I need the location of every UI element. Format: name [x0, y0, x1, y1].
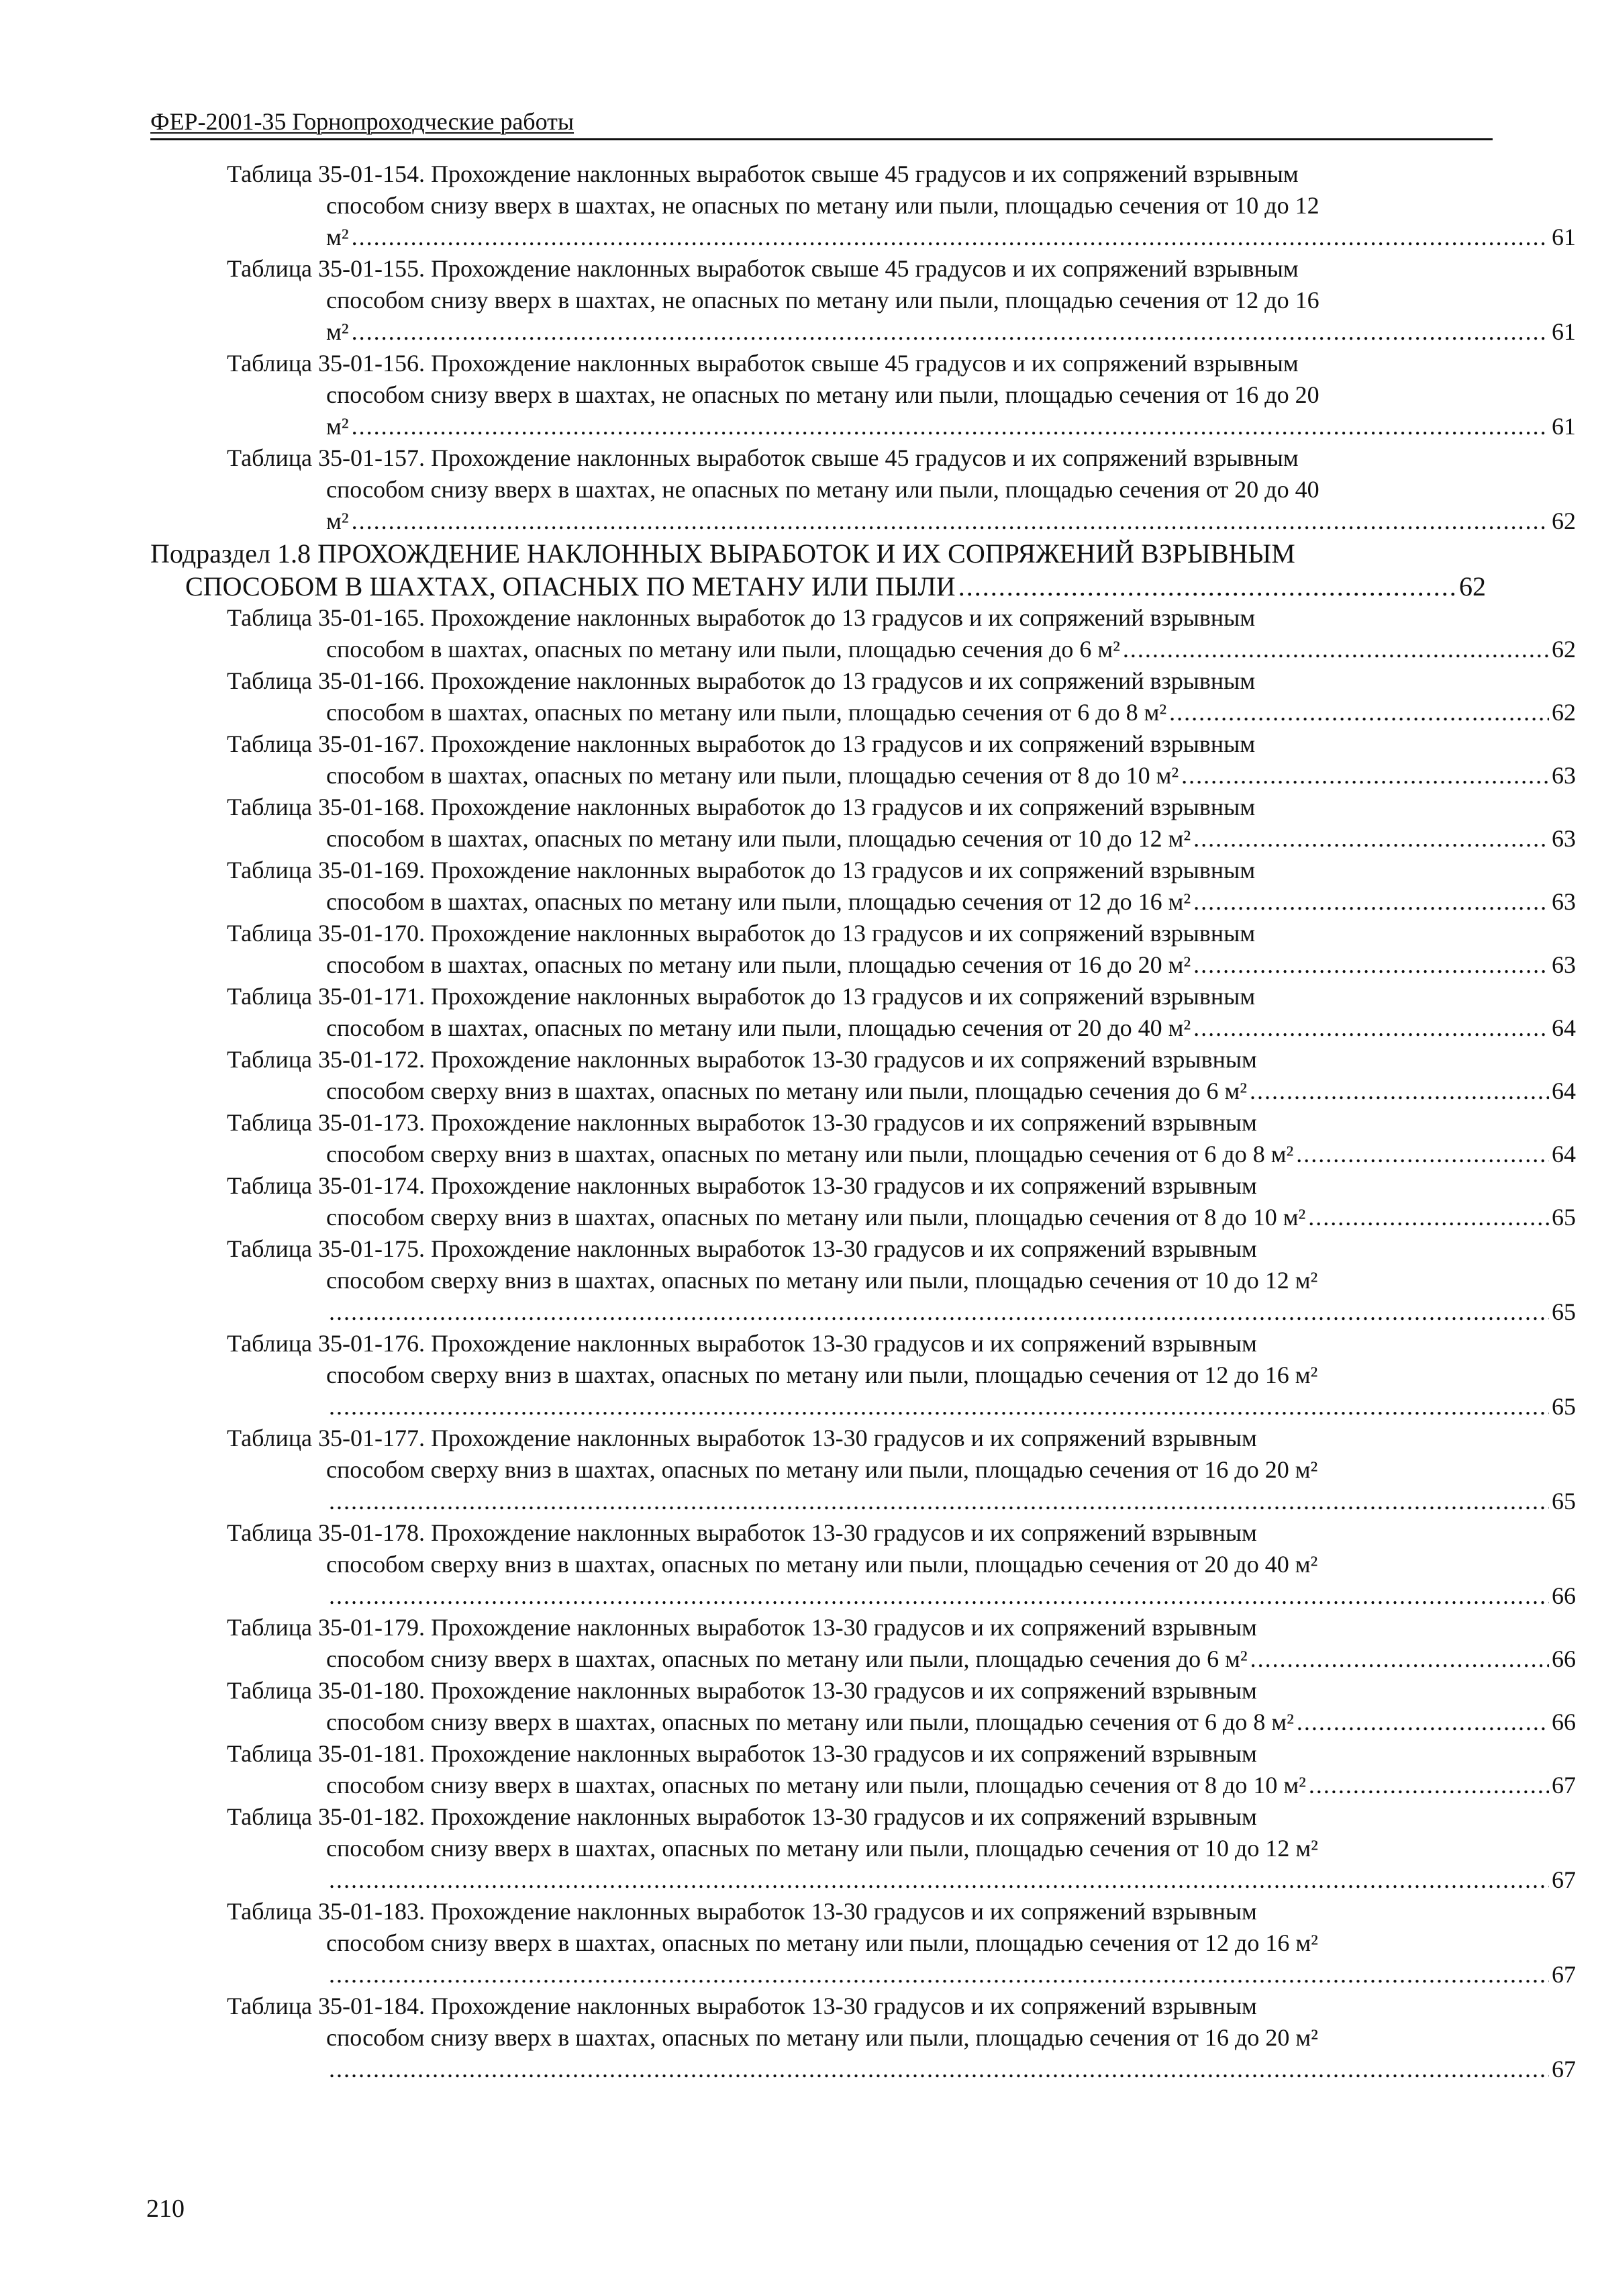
dot-leader — [1309, 1770, 1549, 1801]
leader-line — [326, 1296, 1576, 1328]
leader-line — [326, 949, 1576, 981]
dot-leader — [1308, 1202, 1549, 1233]
toc-table-entry[interactable] — [0, 1896, 1598, 1991]
entry-title: Таблица 35-01-154. Прохождение наклонных выработок свыше 45 градусов и их сопряжений взрывным — [227, 160, 1299, 187]
leader-line — [326, 1770, 1576, 1801]
leader-line — [326, 1012, 1576, 1044]
entry-title: Таблица 35-01-166. Прохождение наклонных выработок до 13 градусов и их сопряжений взрывным — [227, 667, 1256, 694]
dot-leader — [1169, 697, 1549, 728]
entry-description: способом снизу вверх в шахтах, не опасных по метану или пыли, площадью сечения от 16 до 20 — [326, 381, 1319, 408]
entry-page-number[interactable]: 67 — [1552, 1772, 1576, 1799]
toc-table-entry[interactable] — [0, 728, 1598, 792]
dot-leader — [329, 1296, 1549, 1328]
toc-table-entry[interactable] — [0, 1801, 1598, 1896]
entry-lead-text: способом снизу вверх в шахтах, опасных по метану или пыли, площадью сечения до 6 м² — [326, 1645, 1248, 1672]
entry-title: Таблица 35-01-175. Прохождение наклонных выработок 13-30 градусов и их сопряжений взрывным — [227, 1235, 1257, 1262]
dot-leader — [1297, 1707, 1549, 1738]
entry-title: Таблица 35-01-168. Прохождение наклонных выработок до 13 градусов и их сопряжений взрывным — [227, 794, 1256, 820]
toc-table-entry[interactable] — [0, 158, 1598, 253]
entry-lead-text: м² — [326, 508, 349, 534]
entry-page-number[interactable]: 61 — [1552, 413, 1576, 440]
entry-title: Таблица 35-01-178. Прохождение наклонных выработок 13-30 градусов и их сопряжений взрывным — [227, 1519, 1257, 1546]
toc-table-entry[interactable] — [0, 1107, 1598, 1170]
entry-lead-text: способом в шахтах, опасных по метану или пыли, площадью сечения от 8 до 10 м² — [326, 762, 1179, 789]
entry-lead-text: способом сверху вниз в шахтах, опасных по метану или пыли, площадью сечения до 6 м² — [326, 1078, 1248, 1104]
leader-line — [326, 222, 1576, 253]
toc-table-entry[interactable] — [0, 348, 1598, 442]
entry-lead-text: способом в шахтах, опасных по метану или пыли, площадью сечения от 12 до 16 м² — [326, 888, 1191, 915]
entry-page-number[interactable]: 62 — [1552, 636, 1576, 663]
dot-leader — [1296, 1139, 1549, 1170]
leader-line — [326, 1075, 1576, 1107]
entry-title: Таблица 35-01-170. Прохождение наклонных выработок до 13 градусов и их сопряжений взрывным — [227, 920, 1256, 947]
leader-line — [326, 1707, 1576, 1738]
entry-page-number[interactable]: 63 — [1552, 951, 1576, 978]
dot-leader — [1250, 1643, 1549, 1675]
leader-line — [326, 1643, 1576, 1675]
entry-lead-text: м² — [326, 318, 349, 345]
entry-description: способом сверху вниз в шахтах, опасных по метану или пыли, площадью сечения от 10 до 12 м² — [326, 1267, 1318, 1294]
entry-lead-text: способом в шахтах, опасных по метану или пыли, площадью сечения от 20 до 40 м² — [326, 1014, 1191, 1041]
leader-line — [326, 316, 1576, 348]
toc-table-entry[interactable] — [0, 1044, 1598, 1107]
entry-lead-text: способом снизу вверх в шахтах, опасных по метану или пыли, площадью сечения от 8 до 10 м² — [326, 1772, 1306, 1799]
entry-description: способом снизу вверх в шахтах, опасных по метану или пыли, площадью сечения от 10 до 12 м² — [326, 1835, 1318, 1862]
toc-table-entry[interactable] — [0, 1738, 1598, 1801]
entry-title: Таблица 35-01-174. Прохождение наклонных выработок 13-30 градусов и их сопряжений взрывным — [227, 1172, 1257, 1199]
leader-line — [326, 1486, 1576, 1517]
entry-page-number[interactable]: 63 — [1552, 825, 1576, 852]
entry-page-number[interactable]: 65 — [1552, 1298, 1576, 1325]
entry-description: способом сверху вниз в шахтах, опасных по метану или пыли, площадью сечения от 12 до 16 м² — [326, 1361, 1318, 1388]
entry-lead-text: м² — [326, 413, 349, 440]
entry-title: Таблица 35-01-179. Прохождение наклонных выработок 13-30 градусов и их сопряжений взрывным — [227, 1614, 1257, 1641]
entry-page-number[interactable]: 63 — [1552, 762, 1576, 789]
leader-line — [326, 1202, 1576, 1233]
entry-description: способом снизу вверх в шахтах, опасных по метану или пыли, площадью сечения от 12 до 16 м² — [326, 1929, 1318, 1956]
entry-page-number[interactable]: 67 — [1552, 1961, 1576, 1988]
dot-leader — [1123, 634, 1549, 665]
entry-lead-text: м² — [326, 224, 349, 250]
toc-table-entry[interactable] — [0, 1170, 1598, 1233]
entry-lead-text: СПОСОБОМ В ШАХТАХ, ОПАСНЫХ ПО МЕТАНУ ИЛИ ПЫЛИ — [185, 571, 956, 602]
entry-title: Таблица 35-01-169. Прохождение наклонных выработок до 13 градусов и их сопряжений взрывным — [227, 857, 1256, 883]
entry-page-number[interactable]: 64 — [1552, 1014, 1576, 1041]
entry-description: способом сверху вниз в шахтах, опасных по метану или пыли, площадью сечения от 20 до 40 м² — [326, 1551, 1318, 1578]
toc-table-entry[interactable] — [0, 602, 1598, 665]
entry-page-number[interactable]: 62 — [1552, 508, 1576, 534]
entry-title: Таблица 35-01-157. Прохождение наклонных выработок свыше 45 градусов и их сопряжений взрывным — [227, 444, 1299, 471]
entry-title: Таблица 35-01-183. Прохождение наклонных выработок 13-30 градусов и их сопряжений взрывным — [227, 1898, 1257, 1925]
entry-title: Таблица 35-01-181. Прохождение наклонных выработок 13-30 градусов и их сопряжений взрывным — [227, 1740, 1257, 1767]
entry-page-number[interactable]: 62 — [1459, 571, 1486, 602]
toc-subsection-entry[interactable] — [0, 537, 1598, 602]
dot-leader — [1250, 1075, 1549, 1107]
entry-title: Таблица 35-01-167. Прохождение наклонных выработок до 13 градусов и их сопряжений взрывным — [227, 730, 1256, 757]
entry-page-number[interactable]: 61 — [1552, 224, 1576, 250]
entry-description: способом снизу вверх в шахтах, не опасных по метану или пыли, площадью сечения от 12 до 16 — [326, 287, 1319, 314]
entry-page-number[interactable]: 64 — [1552, 1078, 1576, 1104]
dot-leader — [1193, 949, 1549, 981]
leader-line — [326, 823, 1576, 855]
entry-page-number[interactable]: 62 — [1552, 699, 1576, 726]
leader-line — [326, 506, 1576, 537]
entry-page-number[interactable]: 66 — [1552, 1645, 1576, 1672]
dot-leader — [352, 411, 1549, 442]
dot-leader — [1193, 1012, 1549, 1044]
entry-lead-text: способом в шахтах, опасных по метану или пыли, площадью сечения от 16 до 20 м² — [326, 951, 1191, 978]
entry-page-number[interactable]: 65 — [1552, 1488, 1576, 1515]
dot-leader — [352, 506, 1549, 537]
dot-leader — [1181, 760, 1549, 792]
entry-page-number[interactable]: 67 — [1552, 1866, 1576, 1893]
entry-title: Таблица 35-01-182. Прохождение наклонных выработок 13-30 градусов и их сопряжений взрывным — [227, 1803, 1257, 1830]
toc-table-entry[interactable] — [0, 1517, 1598, 1612]
toc-table-entry[interactable] — [0, 665, 1598, 728]
dot-leader — [352, 222, 1549, 253]
dot-leader — [329, 1864, 1549, 1896]
entry-description: способом снизу вверх в шахтах, не опасных по метану или пыли, площадью сечения от 10 до 12 — [326, 192, 1319, 219]
toc-table-entry[interactable] — [0, 918, 1598, 981]
leader-line — [326, 1139, 1576, 1170]
dot-leader — [958, 571, 1456, 602]
entry-title: Таблица 35-01-184. Прохождение наклонных выработок 13-30 градусов и их сопряжений взрывным — [227, 1993, 1257, 2019]
entry-description: способом сверху вниз в шахтах, опасных по метану или пыли, площадью сечения от 16 до 20 м² — [326, 1456, 1318, 1483]
dot-leader — [1193, 886, 1549, 918]
entry-page-number[interactable]: 64 — [1552, 1141, 1576, 1167]
entry-description: способом снизу вверх в шахтах, опасных по метану или пыли, площадью сечения от 16 до 20 м² — [326, 2024, 1318, 2051]
leader-line — [326, 1391, 1576, 1423]
leader-line — [326, 1959, 1576, 1991]
entry-title: Таблица 35-01-155. Прохождение наклонных выработок свыше 45 градусов и их сопряжений взрывным — [227, 255, 1299, 282]
entry-lead-text: способом снизу вверх в шахтах, опасных по метану или пыли, площадью сечения от 6 до 8 м² — [326, 1709, 1294, 1735]
entry-page-number[interactable]: 63 — [1552, 888, 1576, 915]
entry-lead-text: способом сверху вниз в шахтах, опасных по метану или пыли, площадью сечения от 8 до 10 м² — [326, 1204, 1306, 1231]
toc-table-entry[interactable] — [0, 1991, 1598, 2085]
leader-line — [326, 886, 1576, 918]
toc-table-entry[interactable] — [0, 1612, 1598, 1675]
entry-lead-text: способом в шахтах, опасных по метану или пыли, площадью сечения от 10 до 12 м² — [326, 825, 1191, 852]
entry-lead-text: способом в шахтах, опасных по метану или пыли, площадью сечения до 6 м² — [326, 636, 1120, 663]
dot-leader — [329, 2054, 1549, 2085]
toc-table-entry[interactable] — [0, 442, 1598, 537]
entry-page-number[interactable]: 67 — [1552, 2056, 1576, 2083]
entry-title: Подраздел 1.8 ПРОХОЖДЕНИЕ НАКЛОННЫХ ВЫРАБОТОК И ИХ СОПРЯЖЕНИЙ ВЗРЫВНЫМ — [150, 538, 1295, 569]
toc-table-entry[interactable] — [0, 792, 1598, 855]
entry-page-number[interactable]: 61 — [1552, 318, 1576, 345]
leader-line — [326, 697, 1576, 728]
toc-table-entry[interactable] — [0, 855, 1598, 918]
entry-title: Таблица 35-01-156. Прохождение наклонных выработок свыше 45 градусов и их сопряжений взрывным — [227, 350, 1299, 377]
entry-description: способом снизу вверх в шахтах, не опасных по метану или пыли, площадью сечения от 20 до 40 — [326, 476, 1319, 503]
entry-title: Таблица 35-01-173. Прохождение наклонных выработок 13-30 градусов и их сопряжений взрывным — [227, 1109, 1257, 1136]
entry-lead-text: способом сверху вниз в шахтах, опасных по метану или пыли, площадью сечения от 6 до 8 м² — [326, 1141, 1294, 1167]
leader-line — [326, 760, 1576, 792]
table-of-contents — [0, 158, 1598, 2085]
page-number: 210 — [146, 2195, 185, 2223]
header-title: ФЕР-2001-35 Горнопроходческие работы — [150, 108, 575, 135]
dot-leader — [329, 1486, 1549, 1517]
entry-title: Таблица 35-01-180. Прохождение наклонных выработок 13-30 градусов и их сопряжений взрывным — [227, 1677, 1257, 1704]
dot-leader — [352, 316, 1549, 348]
leader-line — [185, 571, 1486, 602]
entry-title: Таблица 35-01-176. Прохождение наклонных выработок 13-30 градусов и их сопряжений взрывным — [227, 1330, 1257, 1357]
entry-page-number[interactable]: 65 — [1552, 1204, 1576, 1231]
dot-leader — [329, 1959, 1549, 1991]
toc-table-entry[interactable] — [0, 253, 1598, 348]
leader-line — [326, 634, 1576, 665]
toc-table-entry[interactable] — [0, 1675, 1598, 1738]
toc-table-entry[interactable] — [0, 1233, 1598, 1328]
toc-table-entry[interactable] — [0, 981, 1598, 1044]
entry-page-number[interactable]: 66 — [1552, 1582, 1576, 1609]
leader-line — [326, 1580, 1576, 1612]
entry-lead-text: способом в шахтах, опасных по метану или пыли, площадью сечения от 6 до 8 м² — [326, 699, 1167, 726]
dot-leader — [329, 1580, 1549, 1612]
entry-title: Таблица 35-01-165. Прохождение наклонных выработок до 13 градусов и их сопряжений взрывным — [227, 604, 1256, 631]
entry-title: Таблица 35-01-177. Прохождение наклонных выработок 13-30 градусов и их сопряжений взрывным — [227, 1425, 1257, 1451]
entry-title: Таблица 35-01-172. Прохождение наклонных выработок 13-30 градусов и их сопряжений взрывным — [227, 1046, 1257, 1073]
leader-line — [326, 411, 1576, 442]
dot-leader — [329, 1391, 1549, 1423]
running-header — [150, 107, 1493, 140]
leader-line — [326, 2054, 1576, 2085]
toc-table-entry[interactable] — [0, 1328, 1598, 1423]
entry-title: Таблица 35-01-171. Прохождение наклонных выработок до 13 градусов и их сопряжений взрывным — [227, 983, 1256, 1010]
entry-page-number[interactable]: 66 — [1552, 1709, 1576, 1735]
entry-page-number[interactable]: 65 — [1552, 1393, 1576, 1420]
dot-leader — [1193, 823, 1549, 855]
toc-table-entry[interactable] — [0, 1423, 1598, 1517]
leader-line — [326, 1864, 1576, 1896]
